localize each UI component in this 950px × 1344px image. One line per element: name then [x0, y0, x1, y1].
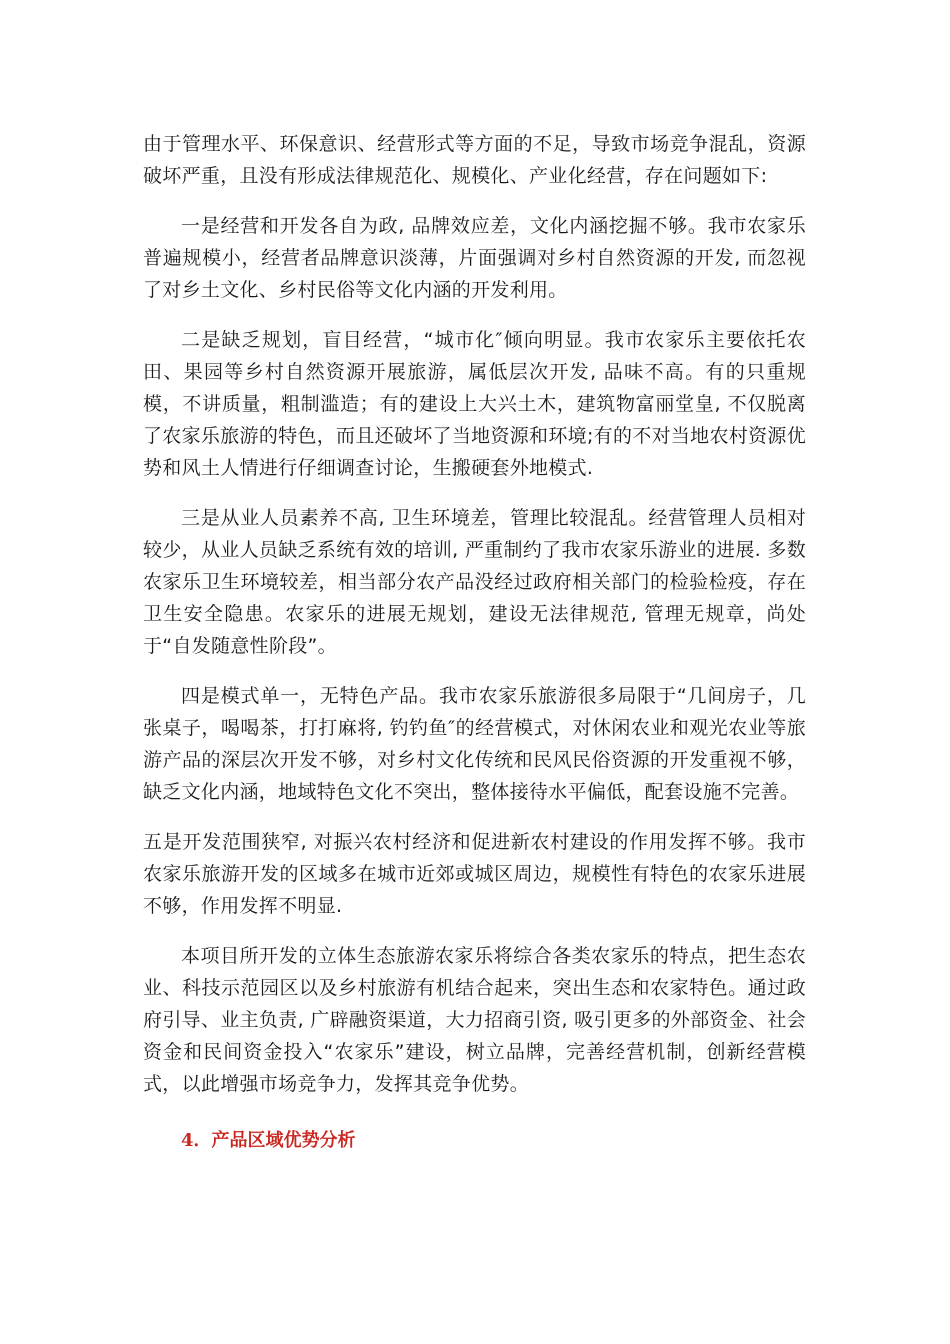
- paragraph-project-summary: 本项目所开发的立体生态旅游农家乐将综合各类农家乐的特点，把生态农业、科技示范园区以及乡村旅游有机结合起来，突出生态和农家特色。通过政府引导、业主负责, 广辟融资渠道，大力招商引资, 吸引更多的外部资金、社会资金和民间资金投入“农家乐”建设，树立品牌，完善经营机制，创新经营模式，以此增强市场竞争力，发挥其竞争优势。: [143, 945, 806, 1095]
- paragraph-intro: 由于管理水平、环保意识、经营形式等方面的不足，导致市场竞争混乱，资源破坏严重，且没有形成法律规范化、规模化、产业化经营，存在问题如下:: [143, 133, 806, 187]
- document-body: [143, 128, 806, 1156]
- paragraph-issue-3: 三是从业人员素养不高, 卫生环境差，管理比较混乱。经营管理人员相对较少，从业人员缺乏系统有效的培训, 严重制约了我市农家乐游业的进展. 多数农家乐卫生环境较差，相当部分农产品没经过政府相关部门的检验检疫，存在卫生安全隐患。农家乐的进展无规划，建设无法律规范, 管理无规章，尚处于“自发随意性阶段”。: [143, 507, 806, 657]
- paragraph-issue-2: 二是缺乏规划，盲目经营，“城市化″倾向明显。我市农家乐主要依托农田、果园等乡村自然资源开展旅游，属低层次开发, 品味不高。有的只重规模，不讲质量，粗制滥造；有的建设上大兴土木，建筑物富丽堂皇, 不仅脱离了农家乐旅游的特色，而且还破坏了当地资源和环境;有的不对当地农村资源优势和风土人情进行仔细调查讨论，生搬硬套外地模式.: [143, 329, 806, 479]
- paragraph-issue-1: 一是经营和开发各自为政, 品牌效应差，文化内涵挖掘不够。我市农家乐普遍规模小，经营者品牌意识淡薄，片面强调对乡村自然资源的开发, 而忽视了对乡土文化、乡村民俗等文化内涵的开发利用。: [143, 215, 806, 301]
- section-heading: 4．产品区域优势分析: [181, 1130, 356, 1151]
- paragraph-issue-4: 四是模式单一，无特色产品。我市农家乐旅游很多局限于“几间房子，几张桌子，喝喝茶，打打麻将, 钓钓鱼″的经营模式，对休闲农业和观光农业等旅游产品的深层次开发不够，对乡村文化传统和民风民俗资源的开发重视不够，缺乏文化内涵，地域特色文化不突出，整体接待水平偏低，配套设施不完善。: [143, 685, 806, 803]
- paragraph-issue-5: 五是开发范围狭窄, 对振兴农村经济和促进新农村建设的作用发挥不够。我市农家乐旅游开发的区域多在城市近郊或城区周边，规模性有特色的农家乐进展不够，作用发挥不明显.: [143, 831, 806, 917]
